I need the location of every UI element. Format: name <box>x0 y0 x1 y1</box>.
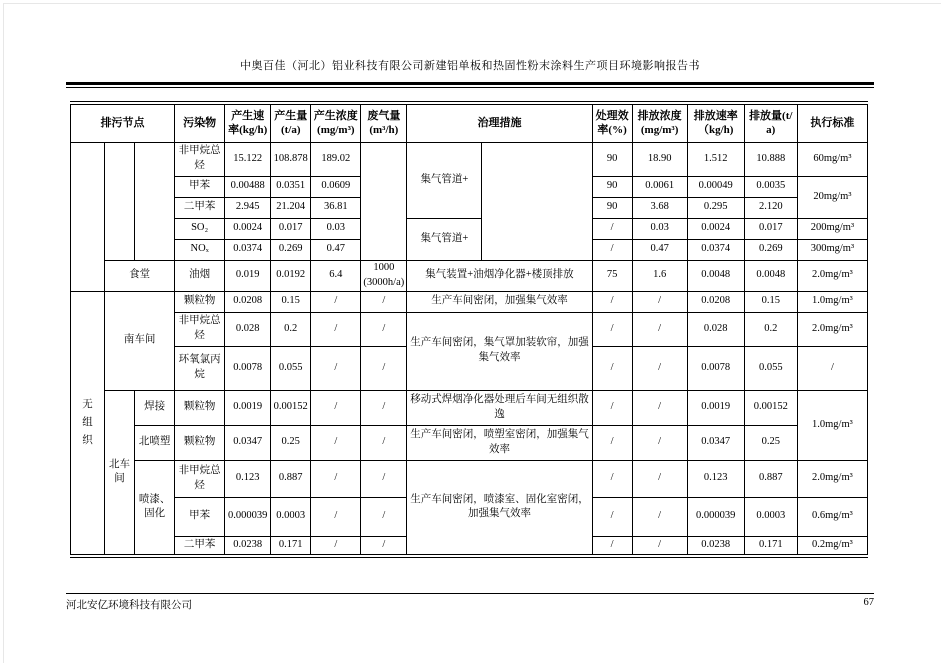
cell-emit-amount: 0.0048 <box>744 260 797 291</box>
cell-gen-rate: 0.0208 <box>225 291 271 312</box>
cell-gen-rate: 0.00488 <box>225 176 271 197</box>
cell-emit-rate: 0.00049 <box>687 176 744 197</box>
cell-gen-conc: 189.02 <box>311 142 361 176</box>
cell-efficiency: / <box>592 460 632 497</box>
cell-standard: 2.0mg/m³ <box>797 460 867 497</box>
cell-emit-amount: 0.269 <box>744 239 797 260</box>
cell-gen-conc: 0.03 <box>311 218 361 239</box>
cell-efficiency: / <box>592 346 632 390</box>
cell-emit-amount: 10.888 <box>744 142 797 176</box>
cell-gas-volume <box>361 142 407 260</box>
cell-gen-rate: 0.0019 <box>225 390 271 425</box>
cell-pollutant: SO₂ <box>175 218 225 239</box>
cell-pollutant: 甲苯 <box>175 497 225 536</box>
cell-gen-rate: 15.122 <box>225 142 271 176</box>
cell-emit-rate: 0.295 <box>687 197 744 218</box>
cell-gen-amount: 108.878 <box>271 142 311 176</box>
header-node: 排污节点 <box>71 103 175 142</box>
header-pollutant: 污染物 <box>175 103 225 142</box>
cell-emit-rate: 0.0208 <box>687 291 744 312</box>
cell-gen-conc: / <box>311 460 361 497</box>
cell-standard: 2.0mg/m³ <box>797 260 867 291</box>
table-row <box>71 291 868 312</box>
cell-gen-conc: 6.4 <box>311 260 361 291</box>
cell-gen-amount: 0.25 <box>271 425 311 460</box>
cell-pollutant: 非甲烷总烃 <box>175 312 225 346</box>
page-number: 67 <box>863 597 874 608</box>
cell-emit-conc: 3.68 <box>632 197 687 218</box>
cell-pollutant: 二甲苯 <box>175 197 225 218</box>
header-emit-amount: 排放量(t/a) <box>744 103 797 142</box>
header-gen-amount: 产生量(t/a) <box>271 103 311 142</box>
cell-gen-conc: / <box>311 346 361 390</box>
cell-emit-rate: 0.0024 <box>687 218 744 239</box>
cell-standard: 300mg/m³ <box>797 239 867 260</box>
cell-emit-amount: 0.2 <box>744 312 797 346</box>
cell-gen-rate: 0.000039 <box>225 497 271 536</box>
cell-gen-amount: 0.15 <box>271 291 311 312</box>
cell-emit-conc: 1.6 <box>632 260 687 291</box>
cell-gen-rate: 0.0347 <box>225 425 271 460</box>
cell-gen-amount: 21.204 <box>271 197 311 218</box>
cell-gen-conc: / <box>311 425 361 460</box>
cell-gas-volume: / <box>361 460 407 497</box>
cell-pollutant: 颗粒物 <box>175 390 225 425</box>
table-row <box>71 260 868 291</box>
cell-gen-amount: 0.00152 <box>271 390 311 425</box>
header-efficiency: 处理效率(%) <box>592 103 632 142</box>
cell-gen-rate: 2.945 <box>225 197 271 218</box>
cell-pollutant: 非甲烷总烃 <box>175 142 225 176</box>
cell-emit-conc: / <box>632 346 687 390</box>
cell-treatment: 移动式焊烟净化器处理后车间无组织散逸 <box>407 390 592 425</box>
gas-volume-note: (3000h/a) <box>363 276 405 288</box>
header-treatment: 治理措施 <box>407 103 592 142</box>
cell-gen-conc: / <box>311 390 361 425</box>
cell-treatment: 生产车间密闭，喷漆室、固化室密闭，加强集气效率 <box>407 460 592 556</box>
cell-standard: 60mg/m³ <box>797 142 867 176</box>
cell-gen-amount: 0.0003 <box>271 497 311 536</box>
cell-gen-rate: 0.0238 <box>225 536 271 556</box>
header-emit-rate: 排放速率（kg/h) <box>687 103 744 142</box>
header-emit-conc: 排放浓度(mg/m³) <box>632 103 687 142</box>
cell-gen-amount: 0.017 <box>271 218 311 239</box>
cell-gen-conc: 36.81 <box>311 197 361 218</box>
cell-node-south-workshop: 南车间 <box>105 291 175 390</box>
cell-emit-conc: 18.90 <box>632 142 687 176</box>
cell-standard: 200mg/m³ <box>797 218 867 239</box>
header-gas-volume: 废气量(m³/h) <box>361 103 407 142</box>
cell-node-welding: 焊接 <box>135 390 175 425</box>
cell-node-north-workshop: 北车间 <box>105 390 135 556</box>
header-gen-conc: 产生浓度(mg/m³) <box>311 103 361 142</box>
table-row <box>71 312 868 346</box>
cell-pollutant: 油烟 <box>175 260 225 291</box>
cell-emit-conc: / <box>632 536 687 556</box>
cell-gen-conc: 0.0609 <box>311 176 361 197</box>
cell-efficiency: / <box>592 536 632 556</box>
cell-gas-volume: / <box>361 425 407 460</box>
cell-emit-conc: 0.0061 <box>632 176 687 197</box>
cell-gas-volume: / <box>361 536 407 556</box>
cell-pollutant: 颗粒物 <box>175 425 225 460</box>
cell-emit-conc: 0.03 <box>632 218 687 239</box>
cell-gen-amount: 0.2 <box>271 312 311 346</box>
cell-emit-rate: 0.0048 <box>687 260 744 291</box>
cell-pollutant: 环氧氯丙烷 <box>175 346 225 390</box>
cell-efficiency: 90 <box>592 142 632 176</box>
cell-gen-amount: 0.0351 <box>271 176 311 197</box>
emissions-table <box>70 101 868 558</box>
cell-emit-rate: 1.512 <box>687 142 744 176</box>
table-row <box>71 460 868 497</box>
cell-gen-rate: 0.019 <box>225 260 271 291</box>
cell-efficiency: 75 <box>592 260 632 291</box>
table-row <box>71 425 868 460</box>
cell-gen-conc: / <box>311 312 361 346</box>
cell-gen-rate: 0.123 <box>225 460 271 497</box>
header-gen-rate: 产生速率(kg/h) <box>225 103 271 142</box>
cell-gas-volume <box>361 260 407 291</box>
cell-emit-conc: / <box>632 390 687 425</box>
cell-efficiency: / <box>592 497 632 536</box>
document-footer <box>66 593 874 612</box>
cell-emit-conc: / <box>632 291 687 312</box>
cell-emit-amount: 0.0003 <box>744 497 797 536</box>
cell-efficiency: 90 <box>592 197 632 218</box>
cell-emit-amount: 0.25 <box>744 425 797 460</box>
header-double-rule <box>66 82 874 88</box>
cell-gen-rate: 0.0374 <box>225 239 271 260</box>
cell-emit-rate: 0.0019 <box>687 390 744 425</box>
unorganized-label: 无组织 <box>82 398 93 446</box>
cell-gen-conc: / <box>311 291 361 312</box>
cell-treatment-extra <box>482 142 592 260</box>
cell-emit-rate: 0.0238 <box>687 536 744 556</box>
cell-standard: 0.2mg/m³ <box>797 536 867 556</box>
cell-emit-conc: / <box>632 497 687 536</box>
cell-emit-amount: 0.055 <box>744 346 797 390</box>
gas-volume-value: 1000 <box>373 261 395 273</box>
header-standard: 执行标准 <box>797 103 867 142</box>
cell-standard: 1.0mg/m³ <box>797 291 867 312</box>
cell-emit-rate: 0.028 <box>687 312 744 346</box>
footer-company: 河北安亿环境科技有限公司 <box>66 600 192 611</box>
cell-efficiency: / <box>592 425 632 460</box>
cell-empty <box>71 142 105 291</box>
cell-standard: 0.6mg/m³ <box>797 497 867 536</box>
cell-empty <box>135 142 175 260</box>
cell-emit-rate: 0.0078 <box>687 346 744 390</box>
cell-emit-rate: 0.123 <box>687 460 744 497</box>
cell-treatment: 生产车间密闭，加强集气效率 <box>407 291 592 312</box>
cell-gen-rate: 0.0078 <box>225 346 271 390</box>
cell-pollutant: 二甲苯 <box>175 536 225 556</box>
cell-gen-amount: 0.055 <box>271 346 311 390</box>
cell-efficiency: / <box>592 390 632 425</box>
cell-standard: 2.0mg/m³ <box>797 312 867 346</box>
cell-gen-amount: 0.269 <box>271 239 311 260</box>
cell-treatment: 生产车间密闭，集气罩加装软帘，加强集气效率 <box>407 312 592 390</box>
cell-empty <box>105 142 135 260</box>
cell-emit-amount: 0.00152 <box>744 390 797 425</box>
cell-node-paint-cure: 喷漆、固化 <box>135 460 175 556</box>
cell-efficiency: / <box>592 218 632 239</box>
cell-gen-amount: 0.887 <box>271 460 311 497</box>
cell-efficiency: / <box>592 312 632 346</box>
cell-emit-conc: / <box>632 312 687 346</box>
cell-gen-conc: / <box>311 497 361 536</box>
cell-node-canteen: 食堂 <box>105 260 175 291</box>
cell-efficiency: 90 <box>592 176 632 197</box>
cell-emit-conc: 0.47 <box>632 239 687 260</box>
cell-gas-volume: / <box>361 497 407 536</box>
cell-gas-volume: / <box>361 346 407 390</box>
cell-gas-volume: / <box>361 291 407 312</box>
cell-gen-amount: 0.171 <box>271 536 311 556</box>
cell-pollutant: 非甲烷总烃 <box>175 460 225 497</box>
cell-emit-amount: 2.120 <box>744 197 797 218</box>
cell-emit-amount: 0.171 <box>744 536 797 556</box>
cell-emit-rate: 0.0374 <box>687 239 744 260</box>
cell-treatment: 生产车间密闭，喷塑室密闭，加强集气效率 <box>407 425 592 460</box>
cell-treatment: 集气管道+ <box>407 142 482 218</box>
cell-node-unorganized <box>71 291 105 556</box>
table-row <box>71 142 868 176</box>
cell-node-north-spray: 北喷塑 <box>135 425 175 460</box>
cell-efficiency: / <box>592 239 632 260</box>
cell-gen-rate: 0.028 <box>225 312 271 346</box>
cell-standard: 20mg/m³ <box>797 176 867 218</box>
document-header <box>66 58 874 88</box>
cell-treatment: 集气装置+油烟净化器+楼顶排放 <box>407 260 592 291</box>
cell-emit-conc: / <box>632 460 687 497</box>
cell-gen-conc: / <box>311 536 361 556</box>
cell-treatment: 集气管道+ <box>407 218 482 260</box>
cell-pollutant: NOₓ <box>175 239 225 260</box>
cell-gen-amount: 0.0192 <box>271 260 311 291</box>
cell-gas-volume: / <box>361 312 407 346</box>
cell-emit-rate: 0.000039 <box>687 497 744 536</box>
table-row <box>71 218 868 239</box>
cell-efficiency: / <box>592 291 632 312</box>
cell-emit-amount: 0.887 <box>744 460 797 497</box>
cell-emit-conc: / <box>632 425 687 460</box>
cell-pollutant: 颗粒物 <box>175 291 225 312</box>
cell-emit-rate: 0.0347 <box>687 425 744 460</box>
cell-pollutant: 甲苯 <box>175 176 225 197</box>
cell-standard: 1.0mg/m³ <box>797 390 867 460</box>
cell-gas-volume: / <box>361 390 407 425</box>
cell-standard: / <box>797 346 867 390</box>
cell-emit-amount: 0.0035 <box>744 176 797 197</box>
cell-gen-rate: 0.0024 <box>225 218 271 239</box>
table-row <box>71 390 868 425</box>
table-header-row <box>71 103 868 142</box>
cell-emit-amount: 0.017 <box>744 218 797 239</box>
document-header-title: 中奥百佳（河北）铝业科技有限公司新建铝单板和热固性粉末涂料生产项目环境影响报告书 <box>240 60 700 72</box>
cell-emit-amount: 0.15 <box>744 291 797 312</box>
cell-gen-conc: 0.47 <box>311 239 361 260</box>
